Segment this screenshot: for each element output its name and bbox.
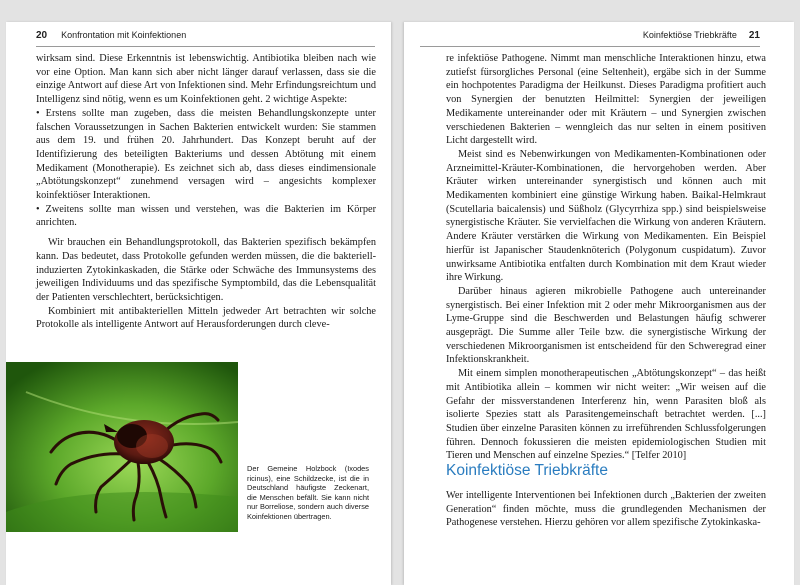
left-paragraph-2: Wir brauchen ein Behandlungsprotokoll, das Bakterien spezifisch bekämpfen kann. Das bedeutet, dass Protokolle gefunden werden müssen, die die bakteriell-induzierten Zytokinkaskaden, die Stärke oder Schwäche des Immunsystems des jeweiligen Individuums und das spezifische Symptombild, das die Lebensqualität der Patienten verschlechtert, berücksichtigen. <box>36 237 376 303</box>
left-page-number: 20 <box>36 30 48 41</box>
left-running-header <box>36 30 375 47</box>
right-running-header <box>420 30 760 47</box>
right-page <box>404 22 794 585</box>
section-heading: Koinfektiöse Triebkräfte <box>446 462 608 479</box>
right-body-text <box>446 52 766 463</box>
left-page <box>6 22 391 585</box>
right-paragraph-2: Meist sind es Nebenwirkungen von Medikamenten-Kombinationen oder Arzneimittel-Kräuter-Kombinationen, die hervorgehoben werden. Aber Kräuter wirken untereinander synergistisch und können auch mit Medikamenten kombiniert eine günstige Wirkung haben. Baikal-Helmkraut (Scutellaria baicalensis) und Süßholz (Glycyrrhiza spp.) sind beispielsweise synergistische Kräuter. Sie vervielfachen die Wirkung von anderen Kräutern. Andere Kräuter verstärken die Wirkung von Medikamenten. Ein Beispiel hierfür ist Japanischer Staudenknöterich (Polygonum cuspidatum). Zuvor unwirksame Antibiotika entfalten durch Kombination mit dem Kraut wieder ihre Wirkung. <box>446 148 766 284</box>
photo-caption: Der Gemeine Holzbock (Ixodes ricinus), eine Schildzecke, ist die in Deutschland häufigste Zeckenart, die Menschen befällt. Sie kann nicht nur Borreliose, sondern auch diverse Koinfektionen übertragen. <box>247 464 369 521</box>
left-paragraph-1: wirksam sind. Diese Erkenntnis ist lebenswichtig. Antibiotika bleiben nach wie vor eine Option. Man kann sich aber nicht länger darauf verlassen, dass sie die einzige Antwort auf diese Art von Infektionen sind. Mehr Erfindungsreichtum und Intelligenz sind nötig, wenn es um Koinfektionen geht. 2 wichtige Aspekte: <box>36 53 376 106</box>
left-bullet-1: • Erstens sollte man zugeben, dass die meisten Behandlungskonzepte unter falschen Voraussetzungen in Sachen Bakterien entwickelt wurden: Sie stammen aus dem 19. und frühen 20. Jahrhundert. Das Konzept beruht auf der Identifizierung des beteiligten Bakteriums und dessen Abtötung mit einem Medikament (Monotherapie). Es zeichnet sich ab, dass dieses eindimensionale „Abtötungskonzept“ zunehmend versagen wird – angesichts komplexer koinfektiöser Interaktionen. <box>36 107 376 202</box>
tick-illustration <box>6 362 238 532</box>
right-page-number: 21 <box>748 30 760 41</box>
left-bullet-2: • Zweitens sollte man wissen und verstehen, was die Bakterien im Körper anrichten. <box>36 203 376 229</box>
right-running-head: Koinfektiöse Triebkräfte <box>642 30 737 40</box>
right-paragraph-4: Mit einem simplen monotherapeutischen „Abtötungskonzept“ – das heißt mit Antibiotika allein – kommen wir nicht weiter: „Wir weisen auf die Gefahr der missverstandenen Interferenz hin, wenn Parasiten bloß als isolierte Spezies statt als Parasitengemeinschaft betrachtet werden. [...] Studien über einzelne Parasiten können zu irreführenden Schlussfolgerungen führen. Dennoch fokussieren die meisten epidemiologischen Studien mit Tieren und Menschen auf einzelne Spezies.“ [Telfer 2010] <box>446 368 766 462</box>
section-paragraph: Wer intelligente Interventionen bei Infektionen durch „Bakterien der zweiten Generation“ finden möchte, muss die grundlegenden Mechanismen der Pathogenese verstehen. Hierzu gehören vor allem spezifische Zytokinkaska- <box>446 490 766 529</box>
left-body-text <box>36 52 376 332</box>
section-text <box>446 489 766 530</box>
right-paragraph-1: re infektiöse Pathogene. Nimmt man menschliche Interaktionen hinzu, etwa zutiefst fürsorgliches Personal (eine Seltenheit), ergäbe sich in der Summe ein hochpotentes Paradigma der Heilkunst. Dieses Paradigma profitiert auch von Synergien der benutzten Heilmittel: Synergien der jeweiligen Medikamente untereinander oder mit Kräutern – und Synergien zwischen verschiedenen Bakterien – wenngleich das nur selten in einem positiven Licht dargestellt wird. <box>446 53 766 147</box>
left-paragraph-3: Kombiniert mit antibakteriellen Mitteln jedweder Art betrachten wir solche Protokolle als intelligente Antwort auf Herausforderungen durch cleve- <box>36 305 376 331</box>
tick-photo <box>6 362 238 532</box>
right-paragraph-3: Darüber hinaus agieren mikrobielle Pathogene auch untereinander synergistisch. Bei einer Infektion mit 2 oder mehr Mikroorganismen aus der Lyme-Gruppe sind die Beschwerden und Belastungen häufig schwerer ausgeprägt. Die Summe aller Teile bzw. die synergistische Wirkung der verschiedenen Mikroorganismen ist entscheidend für den Schweregrad einer Infektionskrankheit. <box>446 285 766 366</box>
left-running-head: Konfrontation mit Koinfektionen <box>61 30 187 40</box>
